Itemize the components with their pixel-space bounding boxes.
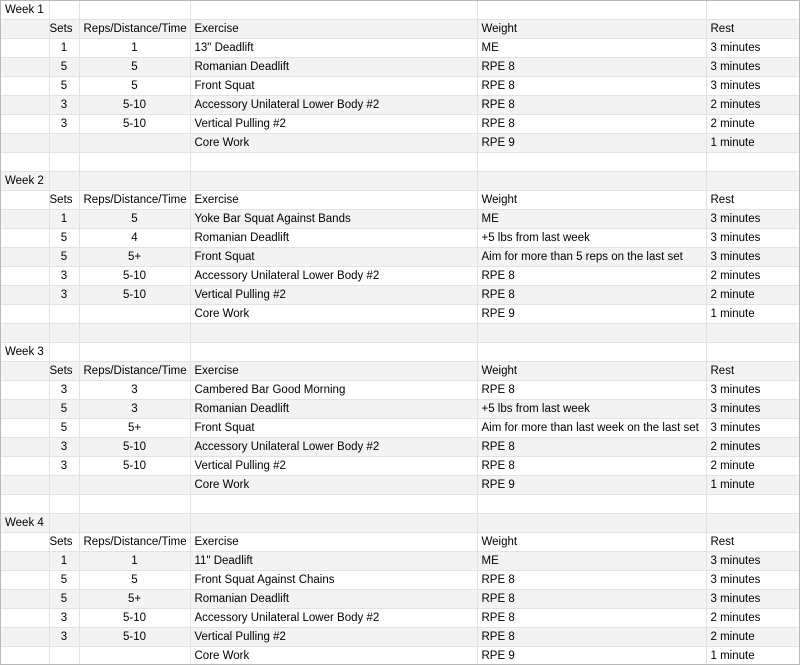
- header-reps[interactable]: Reps/Distance/Time: [79, 20, 190, 39]
- exercise-cell[interactable]: Accessory Unilateral Lower Body #2: [190, 96, 477, 115]
- header-exercise[interactable]: Exercise: [190, 362, 477, 381]
- empty-cell[interactable]: [79, 153, 190, 172]
- rest-cell[interactable]: 3 minutes: [706, 58, 799, 77]
- empty-cell[interactable]: [1, 39, 49, 58]
- reps-cell[interactable]: [79, 134, 190, 153]
- reps-cell[interactable]: 5+: [79, 590, 190, 609]
- sets-cell[interactable]: 1: [49, 552, 79, 571]
- empty-cell[interactable]: [49, 172, 79, 191]
- reps-cell[interactable]: 5: [79, 58, 190, 77]
- table-row: [1, 286, 799, 305]
- week-title[interactable]: Week 1: [1, 1, 49, 20]
- rest-cell[interactable]: 2 minutes: [706, 267, 799, 286]
- weight-cell[interactable]: RPE 8: [477, 571, 706, 590]
- sets-cell[interactable]: [49, 476, 79, 495]
- week-title-row: [1, 343, 799, 362]
- rest-cell[interactable]: 2 minutes: [706, 438, 799, 457]
- table-row: [1, 609, 799, 628]
- empty-cell[interactable]: [706, 495, 799, 514]
- exercise-cell[interactable]: Vertical Pulling #2: [190, 628, 477, 647]
- empty-cell[interactable]: [79, 343, 190, 362]
- exercise-cell[interactable]: Yoke Bar Squat Against Bands: [190, 210, 477, 229]
- empty-cell[interactable]: [706, 514, 799, 533]
- empty-cell[interactable]: [190, 514, 477, 533]
- table-row: [1, 134, 799, 153]
- weight-cell[interactable]: RPE 8: [477, 267, 706, 286]
- empty-cell[interactable]: [1, 552, 49, 571]
- exercise-cell[interactable]: Core Work: [190, 476, 477, 495]
- reps-cell[interactable]: 5-10: [79, 457, 190, 476]
- empty-cell[interactable]: [49, 324, 79, 343]
- empty-cell[interactable]: [1, 419, 49, 438]
- table-row: [1, 419, 799, 438]
- sets-cell[interactable]: 3: [49, 115, 79, 134]
- reps-cell[interactable]: 5+: [79, 419, 190, 438]
- week-title[interactable]: Week 4: [1, 514, 49, 533]
- week-title-row: [1, 514, 799, 533]
- header-sets[interactable]: Sets: [49, 533, 79, 552]
- sets-cell[interactable]: 5: [49, 571, 79, 590]
- header-row: [1, 191, 799, 210]
- sets-cell[interactable]: 3: [49, 267, 79, 286]
- empty-cell[interactable]: [1, 153, 49, 172]
- empty-cell[interactable]: [1, 495, 49, 514]
- table-row: [1, 590, 799, 609]
- header-reps[interactable]: Reps/Distance/Time: [79, 191, 190, 210]
- rest-cell[interactable]: 3 minutes: [706, 248, 799, 267]
- table-row: [1, 457, 799, 476]
- weight-cell[interactable]: RPE 8: [477, 58, 706, 77]
- empty-cell[interactable]: [1, 457, 49, 476]
- empty-cell[interactable]: [1, 305, 49, 324]
- empty-cell[interactable]: [190, 495, 477, 514]
- exercise-cell[interactable]: Front Squat: [190, 248, 477, 267]
- header-rest[interactable]: Rest: [706, 533, 799, 552]
- empty-cell[interactable]: [1, 438, 49, 457]
- weight-cell[interactable]: ME: [477, 39, 706, 58]
- weight-cell[interactable]: RPE 9: [477, 476, 706, 495]
- empty-cell[interactable]: [1, 381, 49, 400]
- rest-cell[interactable]: 2 minute: [706, 286, 799, 305]
- sets-cell[interactable]: 5: [49, 590, 79, 609]
- exercise-cell[interactable]: Front Squat Against Chains: [190, 571, 477, 590]
- exercise-cell[interactable]: Accessory Unilateral Lower Body #2: [190, 267, 477, 286]
- header-reps[interactable]: Reps/Distance/Time: [79, 362, 190, 381]
- table-row: [1, 476, 799, 495]
- empty-cell[interactable]: [49, 153, 79, 172]
- sets-cell[interactable]: [49, 134, 79, 153]
- reps-cell[interactable]: 5-10: [79, 628, 190, 647]
- rest-cell[interactable]: 1 minute: [706, 305, 799, 324]
- empty-cell[interactable]: [49, 495, 79, 514]
- table-row: [1, 628, 799, 647]
- empty-cell[interactable]: [477, 343, 706, 362]
- weight-cell[interactable]: ME: [477, 210, 706, 229]
- table-row: [1, 229, 799, 248]
- table-row: [1, 305, 799, 324]
- empty-cell[interactable]: [1, 362, 49, 381]
- table-row: [1, 39, 799, 58]
- rest-cell[interactable]: 3 minutes: [706, 590, 799, 609]
- empty-cell[interactable]: [706, 1, 799, 20]
- weight-cell[interactable]: RPE 9: [477, 134, 706, 153]
- empty-cell[interactable]: [477, 1, 706, 20]
- weight-cell[interactable]: RPE 8: [477, 96, 706, 115]
- empty-cell[interactable]: [1, 609, 49, 628]
- sets-cell[interactable]: 5: [49, 248, 79, 267]
- reps-cell[interactable]: 5-10: [79, 115, 190, 134]
- exercise-cell[interactable]: Core Work: [190, 305, 477, 324]
- table-row: [1, 400, 799, 419]
- exercise-cell[interactable]: Core Work: [190, 134, 477, 153]
- sets-cell[interactable]: 1: [49, 39, 79, 58]
- empty-cell[interactable]: [706, 343, 799, 362]
- empty-cell[interactable]: [79, 495, 190, 514]
- empty-cell[interactable]: [190, 153, 477, 172]
- empty-cell[interactable]: [1, 115, 49, 134]
- weight-cell[interactable]: Aim for more than 5 reps on the last set: [477, 248, 706, 267]
- empty-cell[interactable]: [1, 590, 49, 609]
- weight-cell[interactable]: RPE 9: [477, 647, 706, 665]
- reps-cell[interactable]: 1: [79, 552, 190, 571]
- header-sets[interactable]: Sets: [49, 362, 79, 381]
- weight-cell[interactable]: +5 lbs from last week: [477, 229, 706, 248]
- sets-cell[interactable]: 5: [49, 400, 79, 419]
- reps-cell[interactable]: [79, 305, 190, 324]
- reps-cell[interactable]: [79, 476, 190, 495]
- empty-cell[interactable]: [1, 267, 49, 286]
- weight-cell[interactable]: RPE 8: [477, 438, 706, 457]
- header-exercise[interactable]: Exercise: [190, 20, 477, 39]
- sets-cell[interactable]: 3: [49, 628, 79, 647]
- reps-cell[interactable]: 5-10: [79, 286, 190, 305]
- empty-cell[interactable]: [477, 495, 706, 514]
- exercise-cell[interactable]: Front Squat: [190, 77, 477, 96]
- rest-cell[interactable]: 2 minute: [706, 115, 799, 134]
- sets-cell[interactable]: 3: [49, 381, 79, 400]
- week-title-row: [1, 172, 799, 191]
- reps-cell[interactable]: 5: [79, 210, 190, 229]
- rest-cell[interactable]: 3 minutes: [706, 381, 799, 400]
- sets-cell[interactable]: 3: [49, 96, 79, 115]
- rest-cell[interactable]: 3 minutes: [706, 571, 799, 590]
- sets-cell[interactable]: 5: [49, 77, 79, 96]
- exercise-cell[interactable]: Romanian Deadlift: [190, 590, 477, 609]
- empty-cell[interactable]: [706, 172, 799, 191]
- sets-cell[interactable]: 3: [49, 457, 79, 476]
- week-title[interactable]: Week 2: [1, 172, 49, 191]
- empty-cell[interactable]: [1, 191, 49, 210]
- reps-cell[interactable]: 4: [79, 229, 190, 248]
- empty-cell[interactable]: [1, 96, 49, 115]
- empty-cell[interactable]: [1, 476, 49, 495]
- empty-cell[interactable]: [79, 1, 190, 20]
- header-exercise[interactable]: Exercise: [190, 533, 477, 552]
- exercise-cell[interactable]: Cambered Bar Good Morning: [190, 381, 477, 400]
- header-weight[interactable]: Weight: [477, 362, 706, 381]
- reps-cell[interactable]: 5: [79, 77, 190, 96]
- weight-cell[interactable]: RPE 8: [477, 77, 706, 96]
- exercise-cell[interactable]: Vertical Pulling #2: [190, 286, 477, 305]
- exercise-cell[interactable]: Romanian Deadlift: [190, 400, 477, 419]
- empty-cell[interactable]: [1, 77, 49, 96]
- rest-cell[interactable]: 3 minutes: [706, 400, 799, 419]
- rest-cell[interactable]: 3 minutes: [706, 229, 799, 248]
- weight-cell[interactable]: RPE 8: [477, 457, 706, 476]
- sets-cell[interactable]: 1: [49, 210, 79, 229]
- empty-cell[interactable]: [477, 153, 706, 172]
- sets-cell[interactable]: 3: [49, 286, 79, 305]
- weight-cell[interactable]: Aim for more than last week on the last set: [477, 419, 706, 438]
- exercise-cell[interactable]: Accessory Unilateral Lower Body #2: [190, 609, 477, 628]
- exercise-cell[interactable]: 11" Deadlift: [190, 552, 477, 571]
- weight-cell[interactable]: ME: [477, 552, 706, 571]
- week-title[interactable]: Week 3: [1, 343, 49, 362]
- empty-cell[interactable]: [1, 571, 49, 590]
- empty-cell[interactable]: [1, 229, 49, 248]
- empty-cell[interactable]: [477, 514, 706, 533]
- empty-cell[interactable]: [1, 324, 49, 343]
- reps-cell[interactable]: [79, 647, 190, 665]
- sets-cell[interactable]: 5: [49, 229, 79, 248]
- empty-cell[interactable]: [477, 172, 706, 191]
- spacer-row: [1, 495, 799, 514]
- exercise-cell[interactable]: Front Squat: [190, 419, 477, 438]
- header-exercise[interactable]: Exercise: [190, 191, 477, 210]
- table-row: [1, 438, 799, 457]
- table-row: [1, 552, 799, 571]
- empty-cell[interactable]: [190, 324, 477, 343]
- table-row: [1, 210, 799, 229]
- spacer-row: [1, 324, 799, 343]
- empty-cell[interactable]: [190, 172, 477, 191]
- rest-cell[interactable]: 3 minutes: [706, 419, 799, 438]
- rest-cell[interactable]: 2 minutes: [706, 609, 799, 628]
- header-sets[interactable]: Sets: [49, 191, 79, 210]
- rest-cell[interactable]: 1 minute: [706, 647, 799, 665]
- weight-cell[interactable]: RPE 8: [477, 381, 706, 400]
- header-weight[interactable]: Weight: [477, 20, 706, 39]
- rest-cell[interactable]: 1 minute: [706, 134, 799, 153]
- sets-cell[interactable]: [49, 305, 79, 324]
- exercise-cell[interactable]: Vertical Pulling #2: [190, 115, 477, 134]
- header-row: [1, 20, 799, 39]
- empty-cell[interactable]: [79, 324, 190, 343]
- rest-cell[interactable]: 2 minute: [706, 628, 799, 647]
- empty-cell[interactable]: [706, 324, 799, 343]
- empty-cell[interactable]: [1, 58, 49, 77]
- table-row: [1, 248, 799, 267]
- sets-cell[interactable]: 3: [49, 438, 79, 457]
- spacer-row: [1, 153, 799, 172]
- weight-cell[interactable]: RPE 8: [477, 115, 706, 134]
- header-weight[interactable]: Weight: [477, 533, 706, 552]
- rest-cell[interactable]: 3 minutes: [706, 552, 799, 571]
- sets-cell[interactable]: 5: [49, 58, 79, 77]
- empty-cell[interactable]: [79, 172, 190, 191]
- empty-cell[interactable]: [79, 514, 190, 533]
- empty-cell[interactable]: [190, 343, 477, 362]
- empty-cell[interactable]: [1, 248, 49, 267]
- empty-cell[interactable]: [190, 1, 477, 20]
- weight-cell[interactable]: +5 lbs from last week: [477, 400, 706, 419]
- reps-cell[interactable]: 5-10: [79, 609, 190, 628]
- exercise-cell[interactable]: 13" Deadlift: [190, 39, 477, 58]
- empty-cell[interactable]: [477, 324, 706, 343]
- empty-cell[interactable]: [1, 628, 49, 647]
- rest-cell[interactable]: 3 minutes: [706, 77, 799, 96]
- table-row: [1, 96, 799, 115]
- weight-cell[interactable]: RPE 9: [477, 305, 706, 324]
- header-sets[interactable]: Sets: [49, 20, 79, 39]
- sets-cell[interactable]: 5: [49, 419, 79, 438]
- table-row: [1, 381, 799, 400]
- reps-cell[interactable]: 5-10: [79, 438, 190, 457]
- empty-cell[interactable]: [49, 514, 79, 533]
- reps-cell[interactable]: 5-10: [79, 267, 190, 286]
- empty-cell[interactable]: [49, 343, 79, 362]
- empty-cell[interactable]: [1, 210, 49, 229]
- reps-cell[interactable]: 5: [79, 571, 190, 590]
- header-row: [1, 533, 799, 552]
- rest-cell[interactable]: 2 minutes: [706, 96, 799, 115]
- exercise-cell[interactable]: Accessory Unilateral Lower Body #2: [190, 438, 477, 457]
- reps-cell[interactable]: 5-10: [79, 96, 190, 115]
- empty-cell[interactable]: [1, 286, 49, 305]
- exercise-cell[interactable]: Romanian Deadlift: [190, 58, 477, 77]
- empty-cell[interactable]: [1, 400, 49, 419]
- table-row: [1, 647, 799, 665]
- exercise-cell[interactable]: Romanian Deadlift: [190, 229, 477, 248]
- header-rest[interactable]: Rest: [706, 20, 799, 39]
- reps-cell[interactable]: 5+: [79, 248, 190, 267]
- weight-cell[interactable]: RPE 8: [477, 609, 706, 628]
- empty-cell[interactable]: [49, 1, 79, 20]
- workout-table: [1, 1, 799, 665]
- weight-cell[interactable]: RPE 8: [477, 286, 706, 305]
- empty-cell[interactable]: [1, 533, 49, 552]
- weight-cell[interactable]: RPE 8: [477, 590, 706, 609]
- table-row: [1, 267, 799, 286]
- table-row: [1, 571, 799, 590]
- table-row: [1, 115, 799, 134]
- weight-cell[interactable]: RPE 8: [477, 628, 706, 647]
- reps-cell[interactable]: 1: [79, 39, 190, 58]
- header-reps[interactable]: Reps/Distance/Time: [79, 533, 190, 552]
- header-row: [1, 362, 799, 381]
- sets-cell[interactable]: 3: [49, 609, 79, 628]
- empty-cell[interactable]: [1, 647, 49, 665]
- rest-cell[interactable]: 3 minutes: [706, 210, 799, 229]
- header-rest[interactable]: Rest: [706, 362, 799, 381]
- header-rest[interactable]: Rest: [706, 191, 799, 210]
- header-weight[interactable]: Weight: [477, 191, 706, 210]
- rest-cell[interactable]: 1 minute: [706, 476, 799, 495]
- empty-cell[interactable]: [1, 20, 49, 39]
- empty-cell[interactable]: [706, 153, 799, 172]
- table-row: [1, 58, 799, 77]
- table-row: [1, 77, 799, 96]
- exercise-cell[interactable]: Core Work: [190, 647, 477, 665]
- rest-cell[interactable]: 2 minute: [706, 457, 799, 476]
- week-title-row: [1, 1, 799, 20]
- exercise-cell[interactable]: Vertical Pulling #2: [190, 457, 477, 476]
- empty-cell[interactable]: [1, 134, 49, 153]
- rest-cell[interactable]: 3 minutes: [706, 39, 799, 58]
- reps-cell[interactable]: 3: [79, 381, 190, 400]
- sets-cell[interactable]: [49, 647, 79, 665]
- reps-cell[interactable]: 3: [79, 400, 190, 419]
